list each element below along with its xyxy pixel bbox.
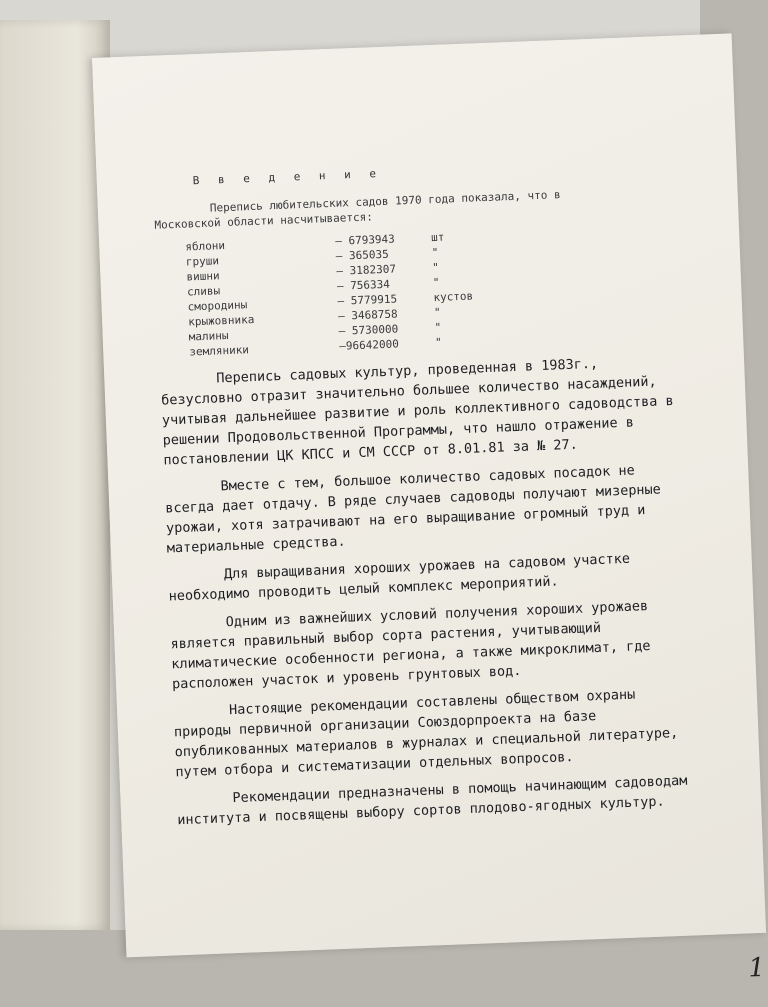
crop-unit: " xyxy=(431,245,439,260)
intro-line-2: Московской области насчитывается: xyxy=(154,210,374,232)
crop-unit: " xyxy=(434,335,443,350)
crop-unit: " xyxy=(433,305,441,320)
crop-value: – 756334 xyxy=(336,277,391,293)
body-paragraph xyxy=(169,594,692,694)
paragraph-indent xyxy=(161,382,217,384)
crop-value: – 365035 xyxy=(335,247,389,263)
paragraph-text: Рекомендации предназначены в помощь начинающим садоводам института и посвящены выбору сортов плодово-ягодных культур. xyxy=(177,772,688,829)
page-heading: В в е д е н и е xyxy=(192,166,383,188)
crop-name: сливы xyxy=(186,284,221,299)
paragraphs xyxy=(160,351,697,831)
crop-unit: " xyxy=(432,260,440,275)
crop-name: крыжовника xyxy=(187,312,255,329)
paragraph-indent xyxy=(165,490,221,492)
crop-unit: " xyxy=(434,320,442,335)
intro-line-1: Перепись любительских садов 1970 года показала, что в xyxy=(209,188,561,215)
crop-unit: кустов xyxy=(433,289,474,305)
crop-unit: шт xyxy=(430,230,445,245)
body-paragraph xyxy=(173,682,696,782)
crop-value: – 5779915 xyxy=(337,292,398,308)
crop-value: – 6793943 xyxy=(334,232,396,248)
crop-unit: " xyxy=(432,275,440,290)
crop-name: груши xyxy=(185,254,220,269)
crops-table xyxy=(185,229,475,360)
paragraph-indent xyxy=(170,626,226,628)
crop-value: – 5730000 xyxy=(338,322,399,338)
page-number: 1 xyxy=(747,952,766,984)
paragraph-text: Для выращивания хороших урожаев на садовом участке необходимо проводить целый комплекс мероприятий. xyxy=(168,550,631,605)
crop-name: малины xyxy=(188,328,229,344)
paragraph-text: Одним из важнейших условий получения хороших урожаев является правильный выбор сорта растения, учитывающий климатические особенности региона, а также микроклимат, где расположен участок и уровень грунтовых вод. xyxy=(170,598,651,693)
crop-name: вишни xyxy=(186,269,220,284)
paragraph-indent xyxy=(173,714,229,716)
paragraph-text: Перепись садовых культур, проведенная в 1983г., безусловно отразит значительно большее количество насаждений, учитывая дальнейшее развитие и роль коллективного садоводства в решении Продовольственной Программы, что нашло отражение в постановлении ЦК КПСС и СМ СССР от 8.01.81 за № 27. xyxy=(160,355,674,469)
crop-value: – 3468758 xyxy=(337,307,398,323)
paragraph-indent xyxy=(177,802,233,804)
crop-value: –96642000 xyxy=(338,337,400,353)
crop-name: земляники xyxy=(189,343,250,359)
paragraph-indent xyxy=(168,578,224,580)
crop-name: яблони xyxy=(185,239,226,254)
page-content xyxy=(153,156,766,984)
paragraph-text: Вместе с тем, большое количество садовых посадок не всегда дает отдачу. В ряде случаев садоводы получают мизерные урожаи, хотя затрачивают на его выращивание огромный труд и материальные средства. xyxy=(165,462,662,557)
body-paragraph xyxy=(176,770,697,830)
body-paragraph xyxy=(160,351,683,471)
crop-name: смородины xyxy=(187,298,248,314)
previous-page-edge xyxy=(0,20,110,930)
body-paragraph xyxy=(164,459,687,559)
document-page xyxy=(92,33,766,984)
paragraph-text: Настоящие рекомендации составлены обществом охраны природы первичной организации Союздорпроекта на базе опубликованных материалов в журналах и специальной литературе, путем отбора и систематизации отдельных вопросов. xyxy=(173,686,679,781)
intro-text xyxy=(154,183,675,233)
crop-value: – 3182307 xyxy=(336,262,397,278)
